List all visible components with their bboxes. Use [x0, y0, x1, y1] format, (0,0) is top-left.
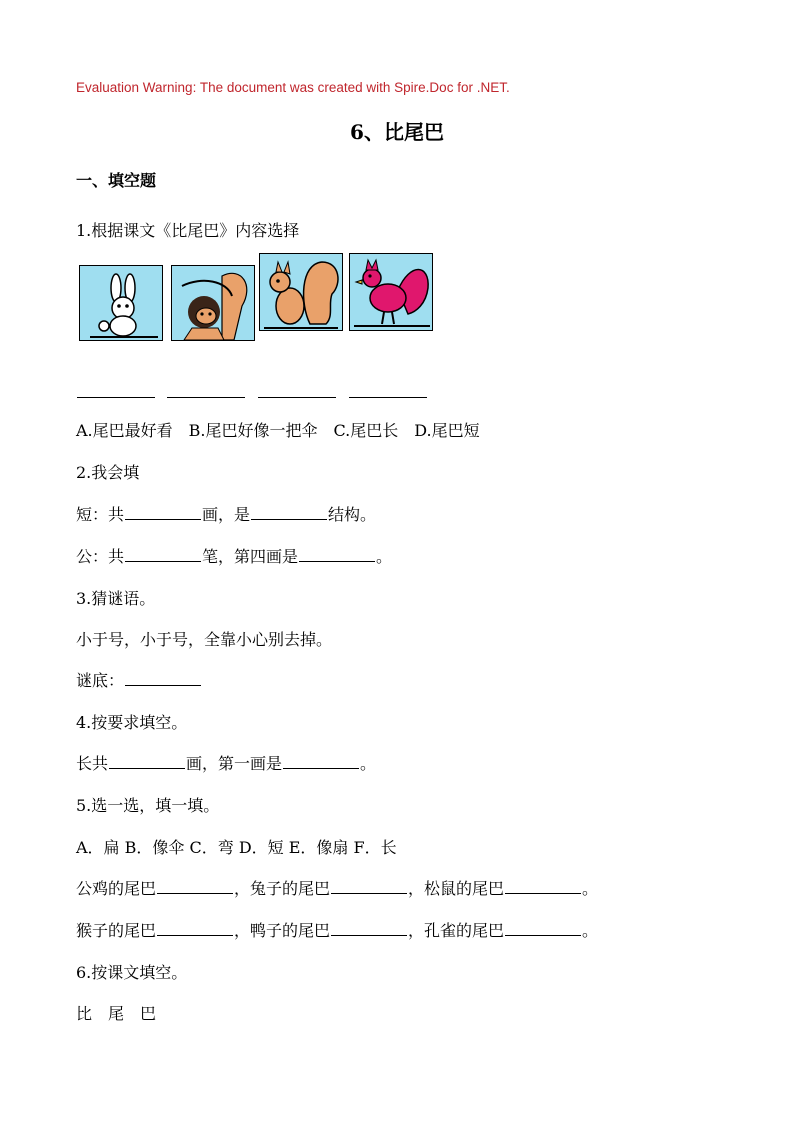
q1-prompt: 1.根据课文《比尾巴》内容选择 [76, 221, 300, 240]
q2-line-2 [76, 544, 392, 567]
fill-blank[interactable] [125, 503, 201, 520]
q5-line2-text-b: ，鸭子的尾巴 [234, 921, 331, 940]
answer-blank-4[interactable] [349, 397, 427, 398]
q5-line-2 [76, 918, 598, 941]
q4-line [76, 751, 376, 774]
fill-blank[interactable] [125, 545, 201, 562]
squirrel-picture [259, 253, 343, 331]
monkey-picture [171, 265, 255, 341]
q6-heading: 6.按课文填空。 [76, 963, 188, 982]
q3-answer-line [76, 668, 202, 691]
fill-blank[interactable] [299, 545, 375, 562]
fill-blank[interactable] [125, 669, 201, 686]
fill-blank[interactable] [109, 752, 185, 769]
answer-blank-1[interactable] [77, 397, 155, 398]
answer-blank-3[interactable] [258, 397, 336, 398]
q4-heading: 4.按要求填空。 [76, 713, 188, 732]
fill-blank[interactable] [157, 919, 233, 936]
q5-options: A．扁 B．像伞 C．弯 D．短 E．像扇 F．长 [76, 838, 397, 857]
q2-line1-text-b: 画，是 [202, 505, 251, 524]
q4-text-b: 画，第一画是 [186, 754, 283, 773]
evaluation-warning: Evaluation Warning: The document was created with Spire.Doc for .NET. [76, 80, 510, 95]
q2-heading: 2.我会填 [76, 463, 140, 482]
q5-line2-text-c: ，孔雀的尾巴 [408, 921, 505, 940]
page-title: 6、比尾巴 [350, 120, 444, 144]
fill-blank[interactable] [505, 877, 581, 894]
q2-line1-text-c: 结构。 [328, 505, 377, 524]
q4-text-a: 长共 [76, 754, 109, 773]
section-heading: 一、填空题 [76, 171, 157, 190]
q3-answer-label: 谜底： [76, 671, 125, 690]
q1-options: A.尾巴最好看 B.尾巴好像一把伞 C.尾巴长 D.尾巴短 [76, 421, 480, 440]
rabbit-picture [79, 265, 163, 341]
q5-heading: 5.选一选，填一填。 [76, 796, 220, 815]
fill-blank[interactable] [505, 919, 581, 936]
q3-heading: 3.猜谜语。 [76, 589, 156, 608]
q4-text-c: 。 [360, 754, 377, 773]
q2-line2-text-a: 公：共 [76, 547, 125, 566]
q5-line1-text-c: ，松鼠的尾巴 [408, 879, 505, 898]
q5-line2-text-d: 。 [582, 921, 599, 940]
q5-line2-text-a: 猴子的尾巴 [76, 921, 157, 940]
fill-blank[interactable] [331, 919, 407, 936]
q5-line1-text-b: ，兔子的尾巴 [234, 879, 331, 898]
q6-chars: 比 尾 巴 [76, 1004, 157, 1023]
q5-line1-text-d: 。 [582, 879, 599, 898]
q2-line1-text-a: 短：共 [76, 505, 125, 524]
q5-line-1 [76, 876, 598, 899]
fill-blank[interactable] [283, 752, 359, 769]
fill-blank[interactable] [251, 503, 327, 520]
q2-line2-text-b: 笔，第四画是 [202, 547, 299, 566]
q2-line-1 [76, 502, 376, 525]
q2-line2-text-c: 。 [376, 547, 393, 566]
rooster-picture [349, 253, 433, 331]
q5-line1-text-a: 公鸡的尾巴 [76, 879, 157, 898]
fill-blank[interactable] [331, 877, 407, 894]
fill-blank[interactable] [157, 877, 233, 894]
answer-blank-2[interactable] [167, 397, 245, 398]
q3-riddle: 小于号，小于号，全靠小心别去掉。 [76, 630, 333, 649]
